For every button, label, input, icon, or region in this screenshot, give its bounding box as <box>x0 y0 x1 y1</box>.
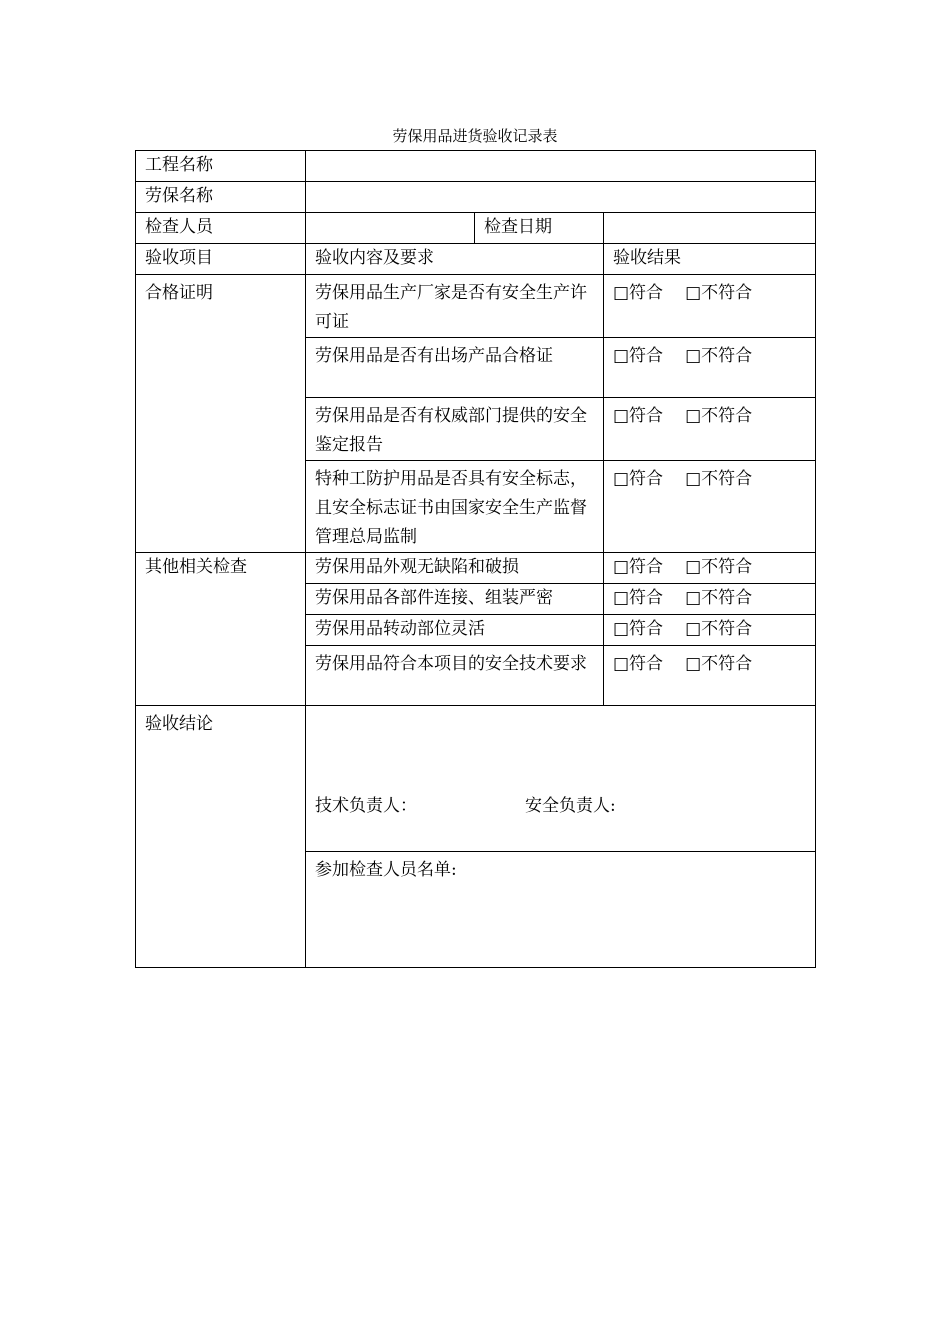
document-title: 劳保用品进货验收记录表 <box>392 127 558 145</box>
fail-checkbox[interactable]: □不符合 <box>685 406 753 426</box>
pass-checkbox[interactable]: □符合 <box>613 557 664 577</box>
check-item: 劳保用品是否有出场产品合格证 <box>306 338 604 398</box>
ppe-name-label: 劳保名称 <box>136 182 306 213</box>
result-cell <box>604 646 816 706</box>
group-label: 合格证明 <box>136 275 306 553</box>
check-row <box>136 275 816 338</box>
project-name-row <box>136 151 816 182</box>
ppe-name-field[interactable] <box>306 182 816 213</box>
conclusion-label: 验收结论 <box>136 706 306 968</box>
pass-checkbox[interactable]: □符合 <box>613 588 664 608</box>
inspection-date-label: 检查日期 <box>475 213 604 244</box>
group-label: 其他相关检查 <box>136 553 306 706</box>
check-item: 劳保用品是否有权威部门提供的安全鉴定报告 <box>306 398 604 461</box>
safety-lead-label: 安全负责人: <box>525 796 616 816</box>
check-row <box>136 553 816 584</box>
check-item: 特种工防护用品是否具有安全标志，且安全标志证书由国家安全生产监督管理总局监制 <box>306 461 604 553</box>
result-cell <box>604 553 816 584</box>
check-item: 劳保用品生产厂家是否有安全生产许可证 <box>306 275 604 338</box>
result-cell <box>604 338 816 398</box>
fail-checkbox[interactable]: □不符合 <box>685 346 753 366</box>
result-cell <box>604 461 816 553</box>
check-item: 劳保用品转动部位灵活 <box>306 615 604 646</box>
check-item: 劳保用品各部件连接、组装严密 <box>306 584 604 615</box>
project-name-field[interactable] <box>306 151 816 182</box>
inspector-label: 检查人员 <box>136 213 306 244</box>
signature-cell[interactable] <box>306 706 816 852</box>
fail-checkbox[interactable]: □不符合 <box>685 469 753 489</box>
fail-checkbox[interactable]: □不符合 <box>685 619 753 639</box>
inspector-field[interactable] <box>306 213 475 244</box>
tech-lead-label: 技术负责人： <box>315 796 417 816</box>
participants-label: 参加检查人员名单: <box>315 860 457 880</box>
signature-line <box>315 792 806 821</box>
result-cell <box>604 398 816 461</box>
result-cell <box>604 275 816 338</box>
pass-checkbox[interactable]: □符合 <box>613 406 664 426</box>
inspection-date-field[interactable] <box>604 213 816 244</box>
pass-checkbox[interactable]: □符合 <box>613 346 664 366</box>
check-item: 劳保用品符合本项目的安全技术要求 <box>306 646 604 706</box>
pass-checkbox[interactable]: □符合 <box>613 469 664 489</box>
result-header: 验收结果 <box>604 244 816 275</box>
inspector-row <box>136 213 816 244</box>
result-cell <box>604 615 816 646</box>
content-header: 验收内容及要求 <box>306 244 604 275</box>
header-row <box>136 244 816 275</box>
ppe-name-row <box>136 182 816 213</box>
check-item: 劳保用品外观无缺陷和破损 <box>306 553 604 584</box>
conclusion-row <box>136 706 816 852</box>
fail-checkbox[interactable]: □不符合 <box>685 557 753 577</box>
pass-checkbox[interactable]: □符合 <box>613 619 664 639</box>
pass-checkbox[interactable]: □符合 <box>613 654 664 674</box>
fail-checkbox[interactable]: □不符合 <box>685 588 753 608</box>
item-header: 验收项目 <box>136 244 306 275</box>
participants-cell[interactable] <box>306 852 816 968</box>
pass-checkbox[interactable]: □符合 <box>613 283 664 303</box>
inspection-form-table <box>135 150 816 968</box>
project-name-label: 工程名称 <box>136 151 306 182</box>
fail-checkbox[interactable]: □不符合 <box>685 654 753 674</box>
fail-checkbox[interactable]: □不符合 <box>685 283 753 303</box>
result-cell <box>604 584 816 615</box>
